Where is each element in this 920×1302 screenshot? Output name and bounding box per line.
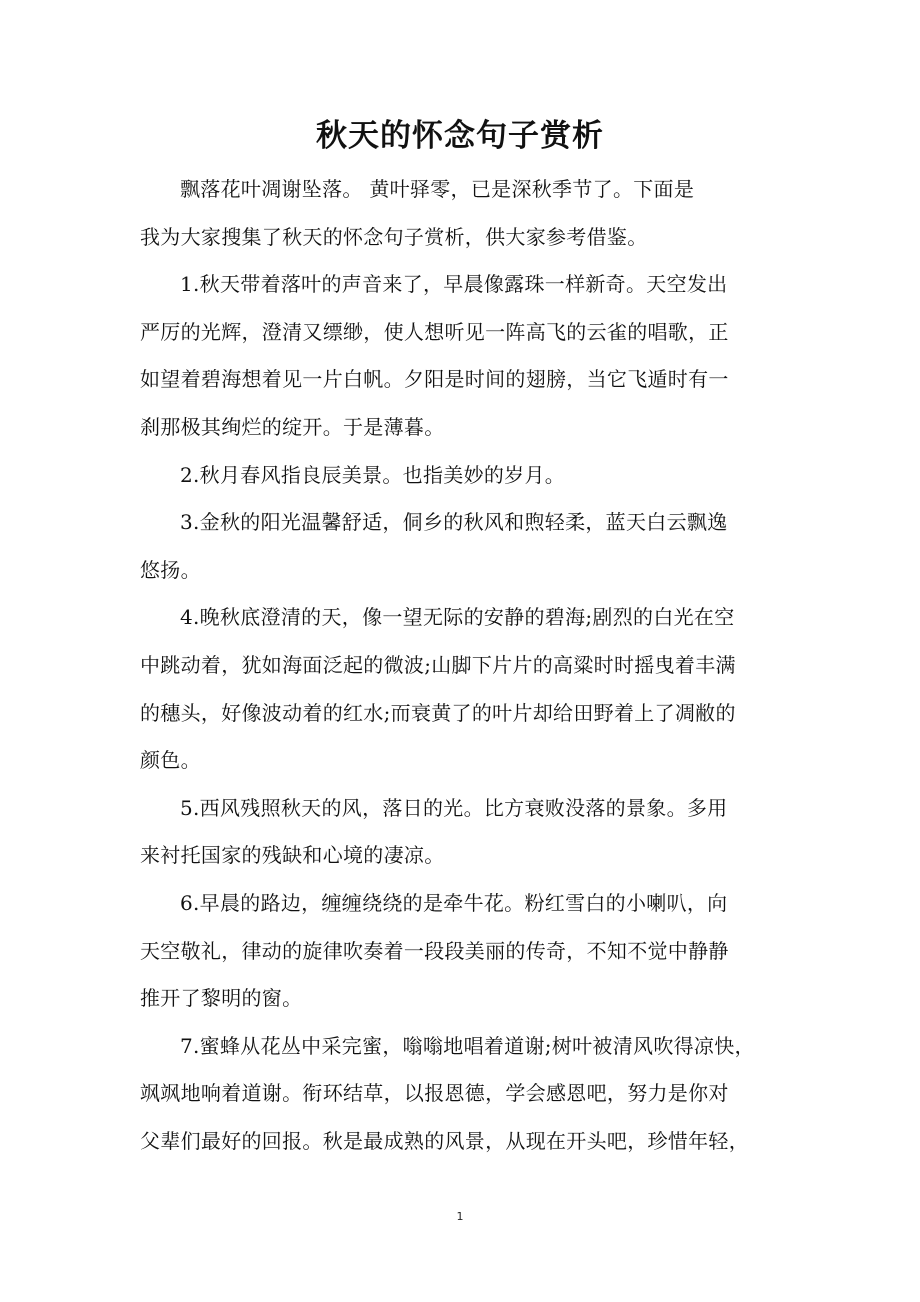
document-body <box>140 166 785 1165</box>
text-line: 中跳动着，犹如海面泛起的微波;山脚下片片的高粱时时摇曳着丰满 <box>140 652 736 677</box>
text-line: 飘落花叶凋谢坠落。 黄叶驿零，已是深秋季节了。下面是 <box>180 177 695 201</box>
text-line: 天空敬礼，律动的旋律吹奏着一段段美丽的传奇，不知不觉中静静 <box>140 938 729 963</box>
text-line: 刹那极其绚烂的绽开。于是薄暮。 <box>140 414 445 439</box>
text-line: 颜色。 <box>140 748 201 773</box>
text-line: 4.晚秋底澄清的天，像一望无际的安静的碧海;剧烈的白光在空 <box>180 605 735 630</box>
text-line: 如望着碧海想着见一片白帆。夕阳是时间的翅膀，当它飞遁时有一 <box>140 367 729 392</box>
text-line: 的穗头，好像波动着的红水;而衰黄了的叶片却给田野着上了凋敝的 <box>140 700 736 725</box>
text-line: 来衬托国家的残缺和心境的凄凉。 <box>140 843 445 868</box>
text-line: 悠扬。 <box>140 557 201 582</box>
text-line: 6.早晨的路边，缠缠绕绕的是牵牛花。粉红雪白的小喇叭，向 <box>180 890 728 915</box>
text-line: 1.秋天带着落叶的声音来了，早晨像露珠一样新奇。天空发出 <box>180 272 728 297</box>
text-line: 父辈们最好的回报。秋是最成熟的风景，从现在开头吧，珍惜年轻， <box>140 1128 749 1153</box>
text-line: 推开了黎明的窗。 <box>140 986 303 1011</box>
text-line: 5.西风残照秋天的风，落日的光。比方衰败没落的景象。多用 <box>180 795 728 820</box>
text-line: 2.秋月春风指良辰美景。也指美妙的岁月。 <box>180 462 566 487</box>
text-line: 我为大家搜集了秋天的怀念句子赏析，供大家参考借鉴。 <box>140 224 648 249</box>
document-title: 秋天的怀念句子赏析 <box>316 118 604 154</box>
text-line: 严厉的光辉，澄清又缥缈，使人想听见一阵高飞的云雀的唱歌，正 <box>140 319 729 344</box>
text-line: 飒飒地响着道谢。衔环结草，以报恩德，学会感恩吧，努力是你对 <box>140 1081 729 1106</box>
text-line: 3.金秋的阳光温馨舒适，侗乡的秋风和煦轻柔，蓝天白云飘逸 <box>180 510 728 535</box>
text-line: 7.蜜蜂从花丛中采完蜜，嗡嗡地唱着道谢;树叶被清风吹得凉快， <box>180 1033 755 1058</box>
page-number: 1 <box>456 1210 464 1223</box>
